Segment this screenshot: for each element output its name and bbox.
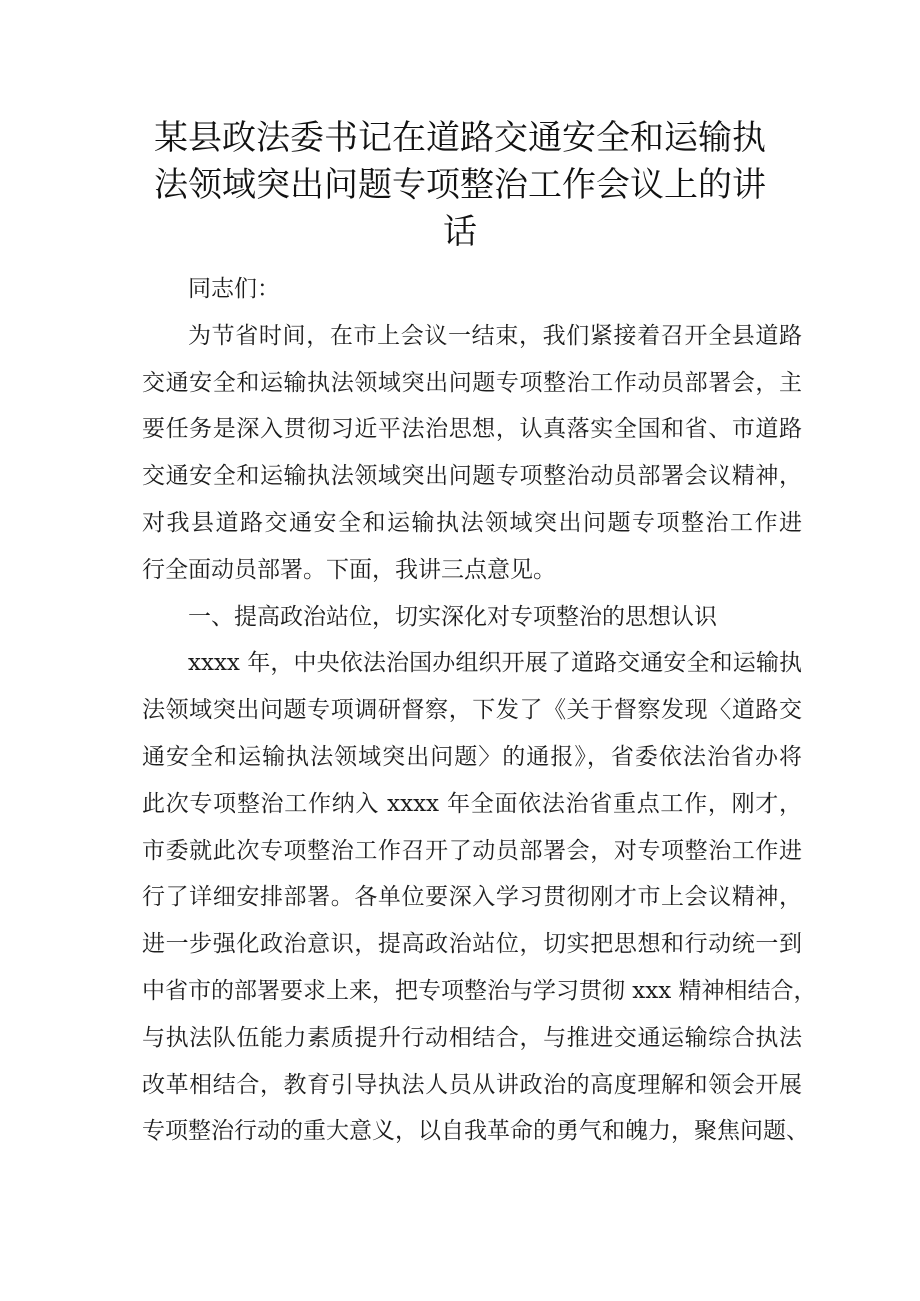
paragraph-line: 行了详细安排部署。各单位要深入学习贯彻刚才市上会议精神， — [142, 884, 802, 911]
paragraph-line: 要任务是深入贯彻习近平法治思想，认真落实全国和省、市道路 — [142, 416, 802, 443]
paragraph-line: 法领域突出问题专项调研督察，下发了《关于督察发现〈道路交 — [142, 697, 802, 724]
paragraph-line: 为节省时间，在市上会议一结束，我们紧接着召开全县道路 — [188, 322, 802, 349]
paragraph-line: 通安全和运输执法领域突出问题〉的通报》，省委依法治省办将 — [142, 743, 802, 770]
paragraph-line: 专项整治行动的重大意义，以自我革命的勇气和魄力，聚焦问题、 — [142, 1118, 809, 1145]
paragraph-line: 中省市的部署要求上来，把专项整治与学习贯彻 xxx 精神相结合， — [142, 977, 817, 1004]
title-line: 法领域突出问题专项整治工作会议上的讲 — [154, 165, 766, 205]
title-line: 某县政法委书记在道路交通安全和运输执 — [154, 118, 766, 158]
paragraph-line: 对我县道路交通安全和运输执法领域突出问题专项整治工作进 — [142, 509, 802, 536]
document-title — [140, 115, 780, 256]
document-body — [142, 266, 817, 1155]
section-heading: 一、提高政治站位，切实深化对专项整治的思想认识 — [188, 603, 717, 630]
paragraph-line: 市委就此次专项整治工作召开了动员部署会，对专项整治工作进 — [142, 837, 802, 864]
paragraph-line: 交通安全和运输执法领域突出问题专项整治工作动员部署会，主 — [142, 369, 802, 396]
paragraph-line: 与执法队伍能力素质提升行动相结合，与推进交通运输综合执法 — [142, 1024, 802, 1051]
title-line: 话 — [443, 212, 477, 252]
paragraph-line: 改革相结合，教育引导执法人员从讲政治的高度理解和领会开展 — [142, 1071, 802, 1098]
paragraph-line: 交通安全和运输执法领域突出问题专项整治动员部署会议精神， — [142, 463, 802, 490]
paragraph-line: 进一步强化政治意识，提高政治站位，切实把思想和行动统一到 — [142, 931, 802, 958]
paragraph-line: 行全面动员部署。下面，我讲三点意见。 — [142, 556, 556, 583]
salutation: 同志们： — [188, 276, 280, 302]
paragraph-line: xxxx 年，中央依法治国办组织开展了道路交通安全和运输执 — [188, 650, 802, 677]
paragraph-line: 此次专项整治工作纳入 xxxx 年全面依法治省重点工作，刚才， — [142, 790, 802, 817]
